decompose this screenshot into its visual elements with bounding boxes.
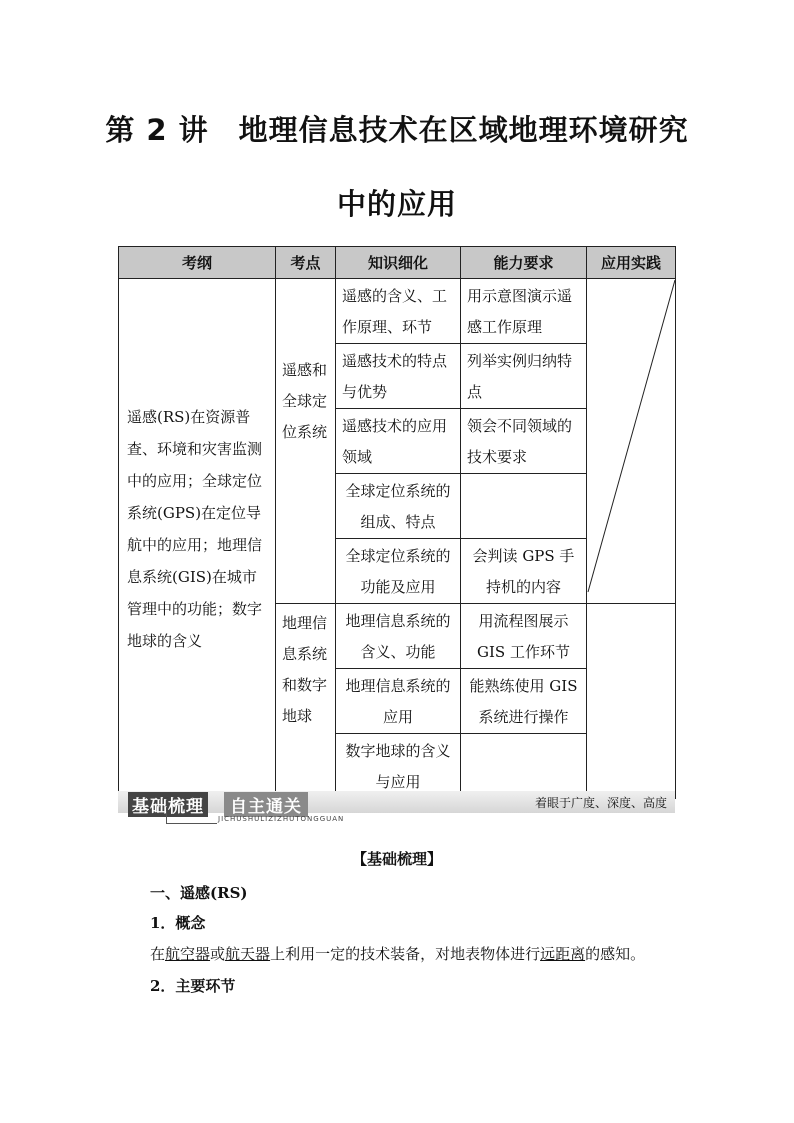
syllabus-table — [118, 246, 676, 799]
ability-text — [461, 474, 586, 476]
header-practice: 应用实践 — [587, 247, 676, 279]
knowledge-cell — [336, 279, 461, 344]
para-underlined: 航天器 — [225, 945, 271, 963]
ability-cell — [461, 474, 587, 539]
kaogang-text: 遥感(RS)在资源普查、环境和灾害监测中的应用；全球定位系统(GPS)在定位导航中的应用；地理信息系统(GIS)在城市管理中的功能；数字地球的含义 — [127, 408, 263, 650]
ability-cell — [461, 604, 587, 669]
subheading-steps: 2．主要环节 — [150, 977, 236, 995]
para-text: 或 — [210, 945, 226, 963]
header-kaogang: 考纲 — [119, 247, 276, 279]
ability-cell — [461, 344, 587, 409]
header-kaodian: 考点 — [276, 247, 336, 279]
header-knowledge: 知识细化 — [336, 247, 461, 279]
heading-rs: 一、遥感(RS) — [150, 884, 248, 902]
knowledge-cell — [336, 669, 461, 734]
knowledge-text: 遥感技术的特点与优势 — [342, 352, 448, 401]
practice-cell-empty — [587, 604, 676, 799]
page-title-line1: 第 2 讲 地理信息技术在区域地理环境研究 — [105, 113, 689, 147]
page-title-line2: 中的应用 — [336, 187, 457, 221]
kaodian-text-2: 地理信息系统和数字地球 — [282, 614, 328, 725]
ability-text: 能熟练使用 GIS 系统进行操作 — [469, 677, 578, 726]
section-title: 【基础梳理】 — [351, 850, 442, 868]
diagonal-line — [587, 279, 676, 593]
ability-cell — [461, 539, 587, 604]
knowledge-cell — [336, 734, 461, 799]
para-underlined: 航空器 — [165, 945, 211, 963]
ability-text: 领会不同领域的技术要求 — [467, 417, 573, 466]
ability-text: 列举实例归纳特点 — [467, 352, 573, 401]
para-underlined: 远距离 — [540, 945, 586, 963]
ability-cell — [461, 409, 587, 474]
ability-cell — [461, 279, 587, 344]
knowledge-cell — [336, 474, 461, 539]
banner-connector — [166, 811, 217, 824]
ability-text: 用流程图展示 GIS 工作环节 — [477, 612, 570, 661]
ability-text: 用示意图演示遥感工作原理 — [467, 287, 573, 336]
banner-label-self: 自主通关 — [224, 792, 308, 817]
kaodian-text-1: 遥感和全球定位系统 — [282, 361, 328, 441]
knowledge-text: 全球定位系统的功能及应用 — [345, 547, 451, 596]
kaodian-cell-2 — [276, 604, 336, 799]
header-ability: 能力要求 — [461, 247, 587, 279]
banner-pinyin: JICHUSHULIZIZHUTONGGUAN — [218, 815, 345, 823]
practice-cell-diagonal — [587, 279, 676, 604]
ability-text: 会判读 GPS 手持机的内容 — [472, 547, 575, 596]
para-text: 上利用一定的技术装备，对地表物体进行 — [270, 945, 541, 963]
kaodian-cell-1 — [276, 279, 336, 604]
banner-tagline: 着眼于广度、深度、高度 — [534, 796, 667, 810]
knowledge-cell — [336, 539, 461, 604]
knowledge-text: 遥感技术的应用领域 — [342, 417, 448, 466]
knowledge-cell — [336, 344, 461, 409]
knowledge-text: 地理信息系统的应用 — [345, 677, 451, 726]
subheading-concept: 1．概念 — [150, 914, 206, 932]
knowledge-text: 数字地球的含义与应用 — [345, 742, 451, 791]
ability-text — [461, 734, 586, 736]
banner-label-basics: 基础梳理 — [128, 792, 208, 817]
knowledge-cell — [336, 604, 461, 669]
knowledge-text: 地理信息系统的含义、功能 — [345, 612, 451, 661]
ability-cell — [461, 734, 587, 799]
section-banner — [118, 791, 675, 827]
para-text: 的感知。 — [585, 945, 646, 963]
knowledge-cell — [336, 409, 461, 474]
ability-cell — [461, 669, 587, 734]
para-text: 在 — [150, 945, 166, 963]
knowledge-text: 遥感的含义、工作原理、环节 — [342, 287, 448, 336]
knowledge-text: 全球定位系统的组成、特点 — [345, 482, 451, 531]
kaogang-cell — [119, 279, 276, 799]
concept-paragraph — [150, 943, 645, 964]
